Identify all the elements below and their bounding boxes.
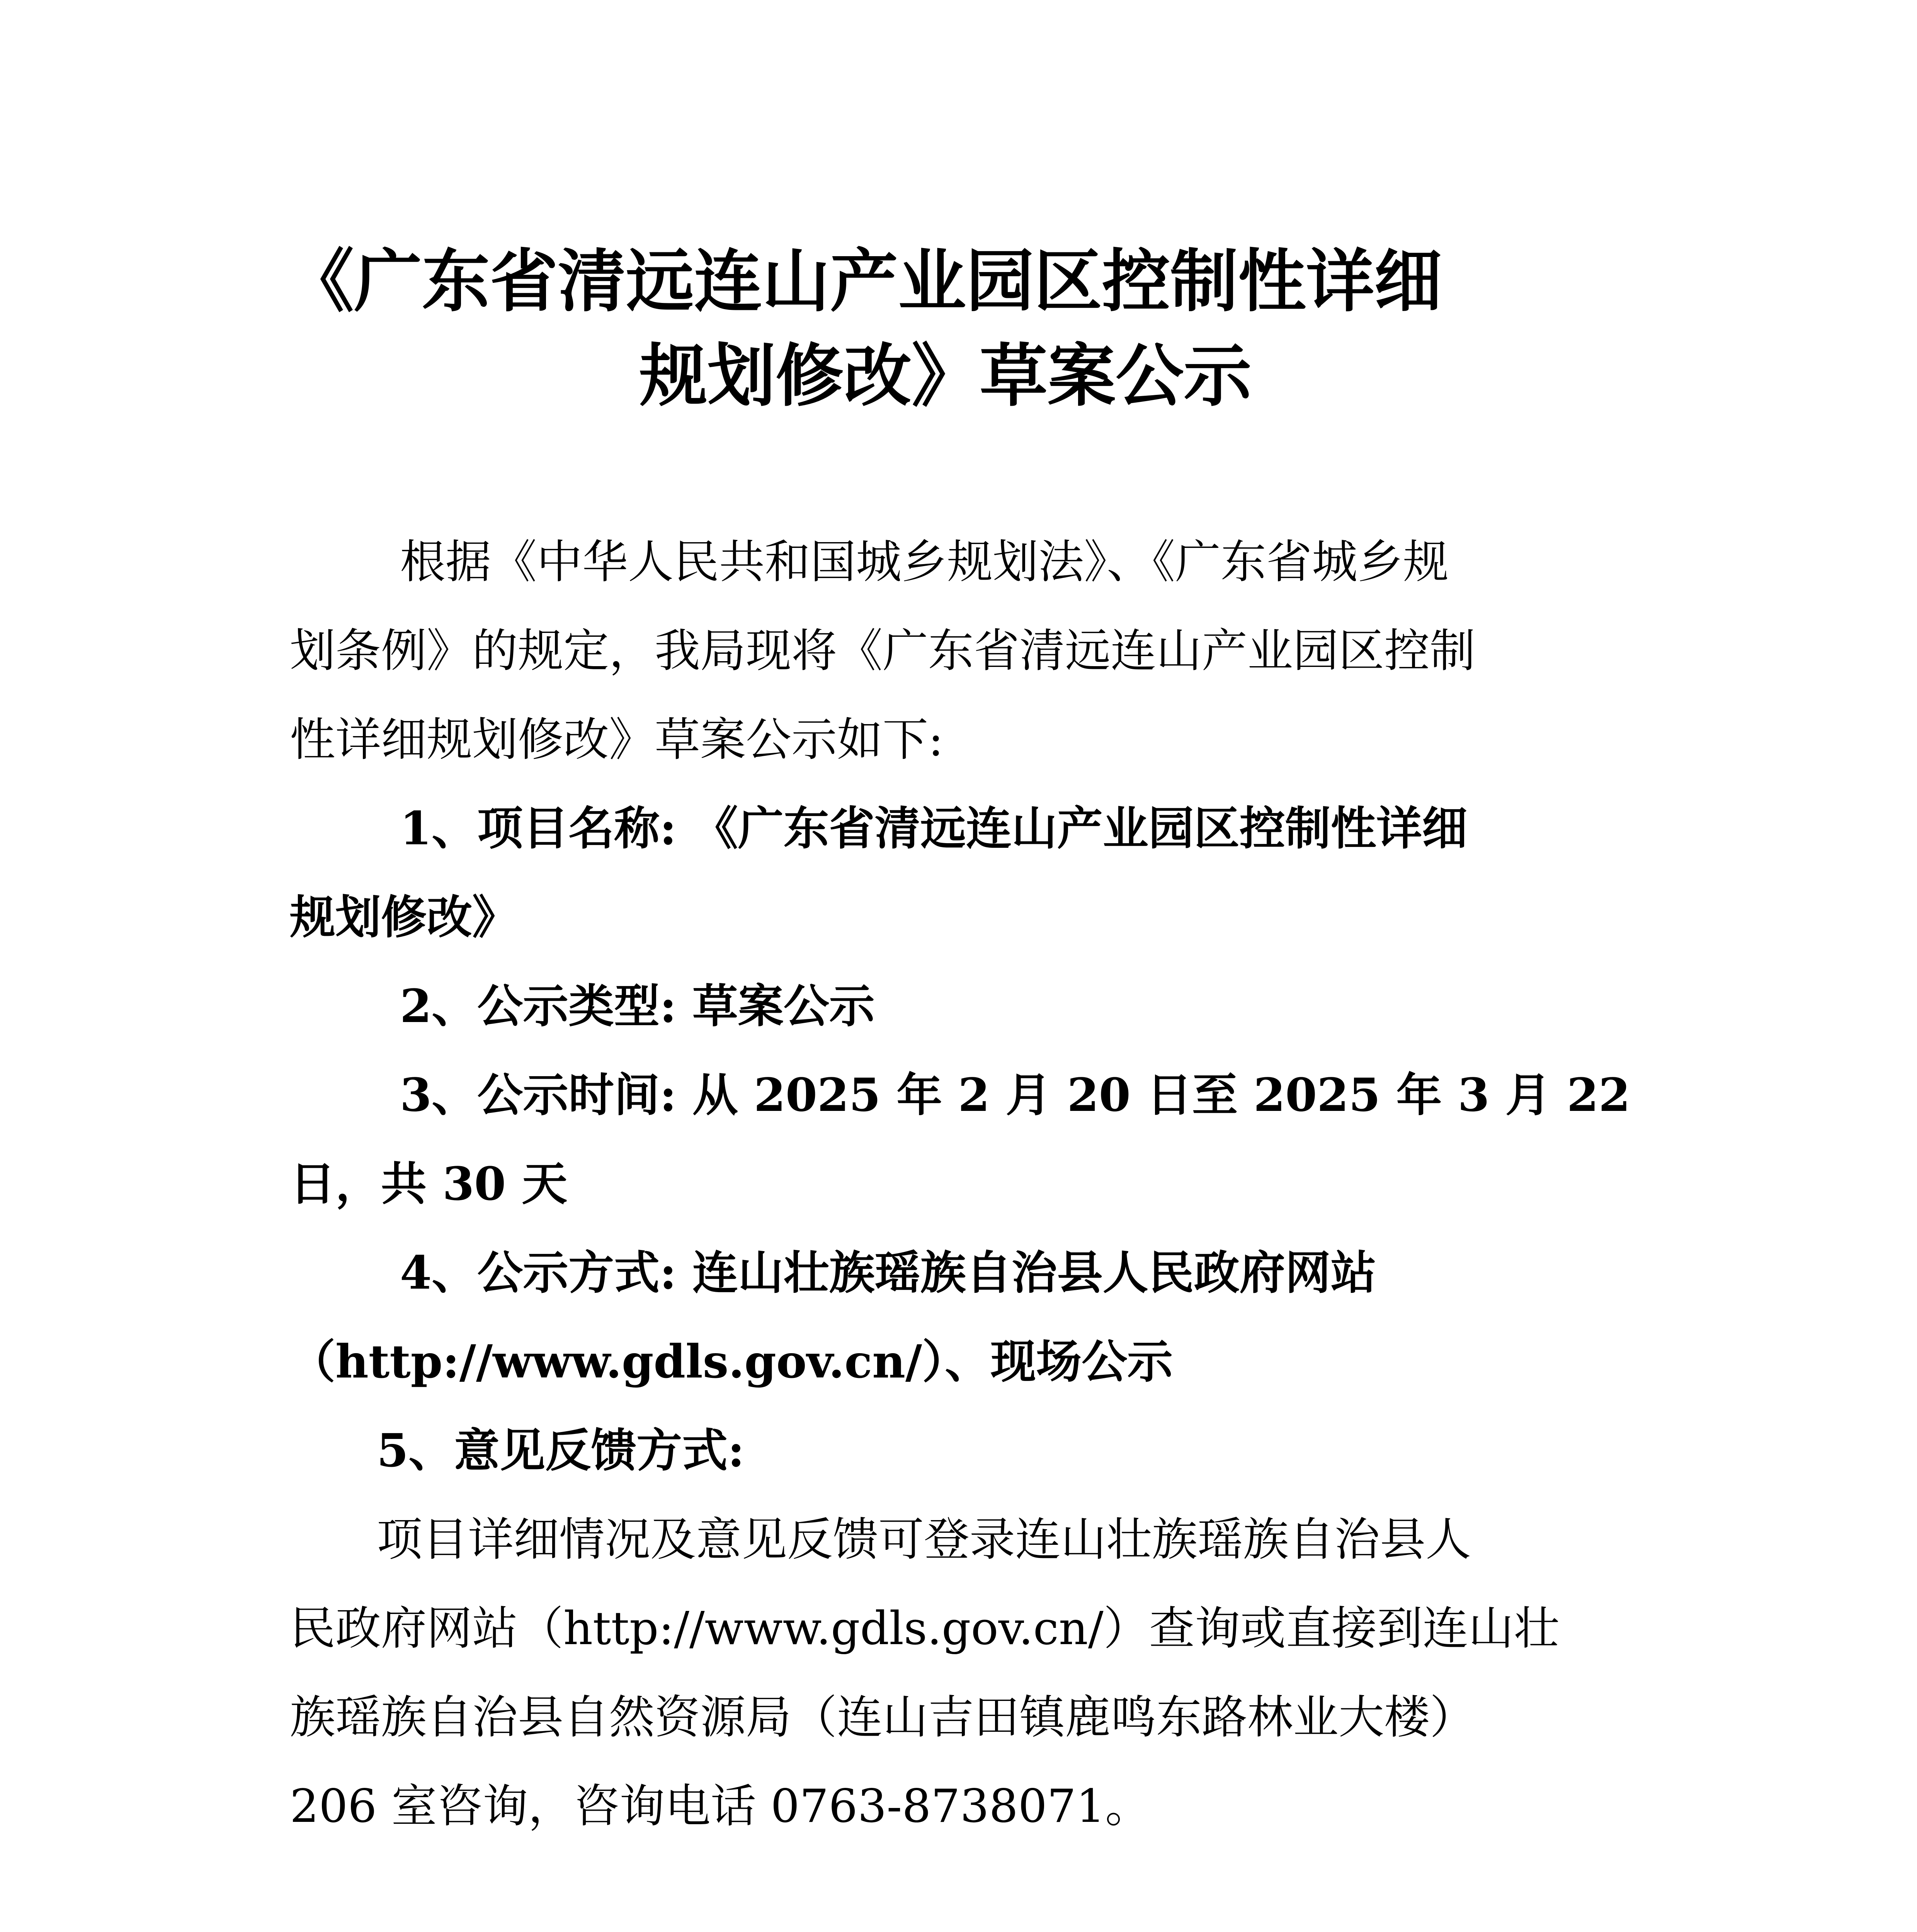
intro-line-2: 划条例》的规定，我局现将《广东省清远连山产业园区控制	[290, 624, 1476, 677]
item4-line-1: 4、公示方式: 连山壮族瑶族自治县人民政府网站	[400, 1246, 1376, 1299]
item2-line-1: 2、公示类型: 草案公示	[400, 979, 875, 1033]
item5-line-4: 206 室咨询，咨询电话 0763-8738071。	[290, 1779, 1151, 1833]
item1-line-1: 1、项目名称: 《广东省清远连山产业园区控制性详细	[400, 801, 1468, 855]
item5-line-3: 族瑶族自治县自然资源局（连山吉田镇鹿鸣东路林业大楼）	[290, 1690, 1476, 1744]
item3-line-1: 3、公示时间: 从 2025 年 2 月 20 日至 2025 年 3 月 22	[400, 1068, 1631, 1122]
item5-line-1: 项目详细情况及意见反馈可登录连山壮族瑶族自治县人	[377, 1513, 1471, 1566]
item5-heading: 5、意见反馈方式:	[377, 1423, 745, 1477]
item1-line-2: 规划修改》	[290, 890, 518, 944]
document-title-line-2: 规划修改》草案公示	[640, 336, 1252, 416]
document-title-line-1: 《广东省清远连山产业园区控制性详细	[286, 241, 1442, 321]
intro-line-3: 性详细规划修改》草案公示如下:	[290, 713, 944, 766]
intro-line-1: 根据《中华人民共和国城乡规划法》、《广东省城乡规	[400, 535, 1449, 588]
item5-line-2: 民政府网站（http://www.gdls.gov.cn/）查询或直接到连山壮	[290, 1602, 1560, 1655]
item4-line-2: （http://www.gdls.gov.cn/）、现场公示	[290, 1335, 1173, 1388]
item3-line-2: 日，共 30 天	[290, 1157, 568, 1211]
